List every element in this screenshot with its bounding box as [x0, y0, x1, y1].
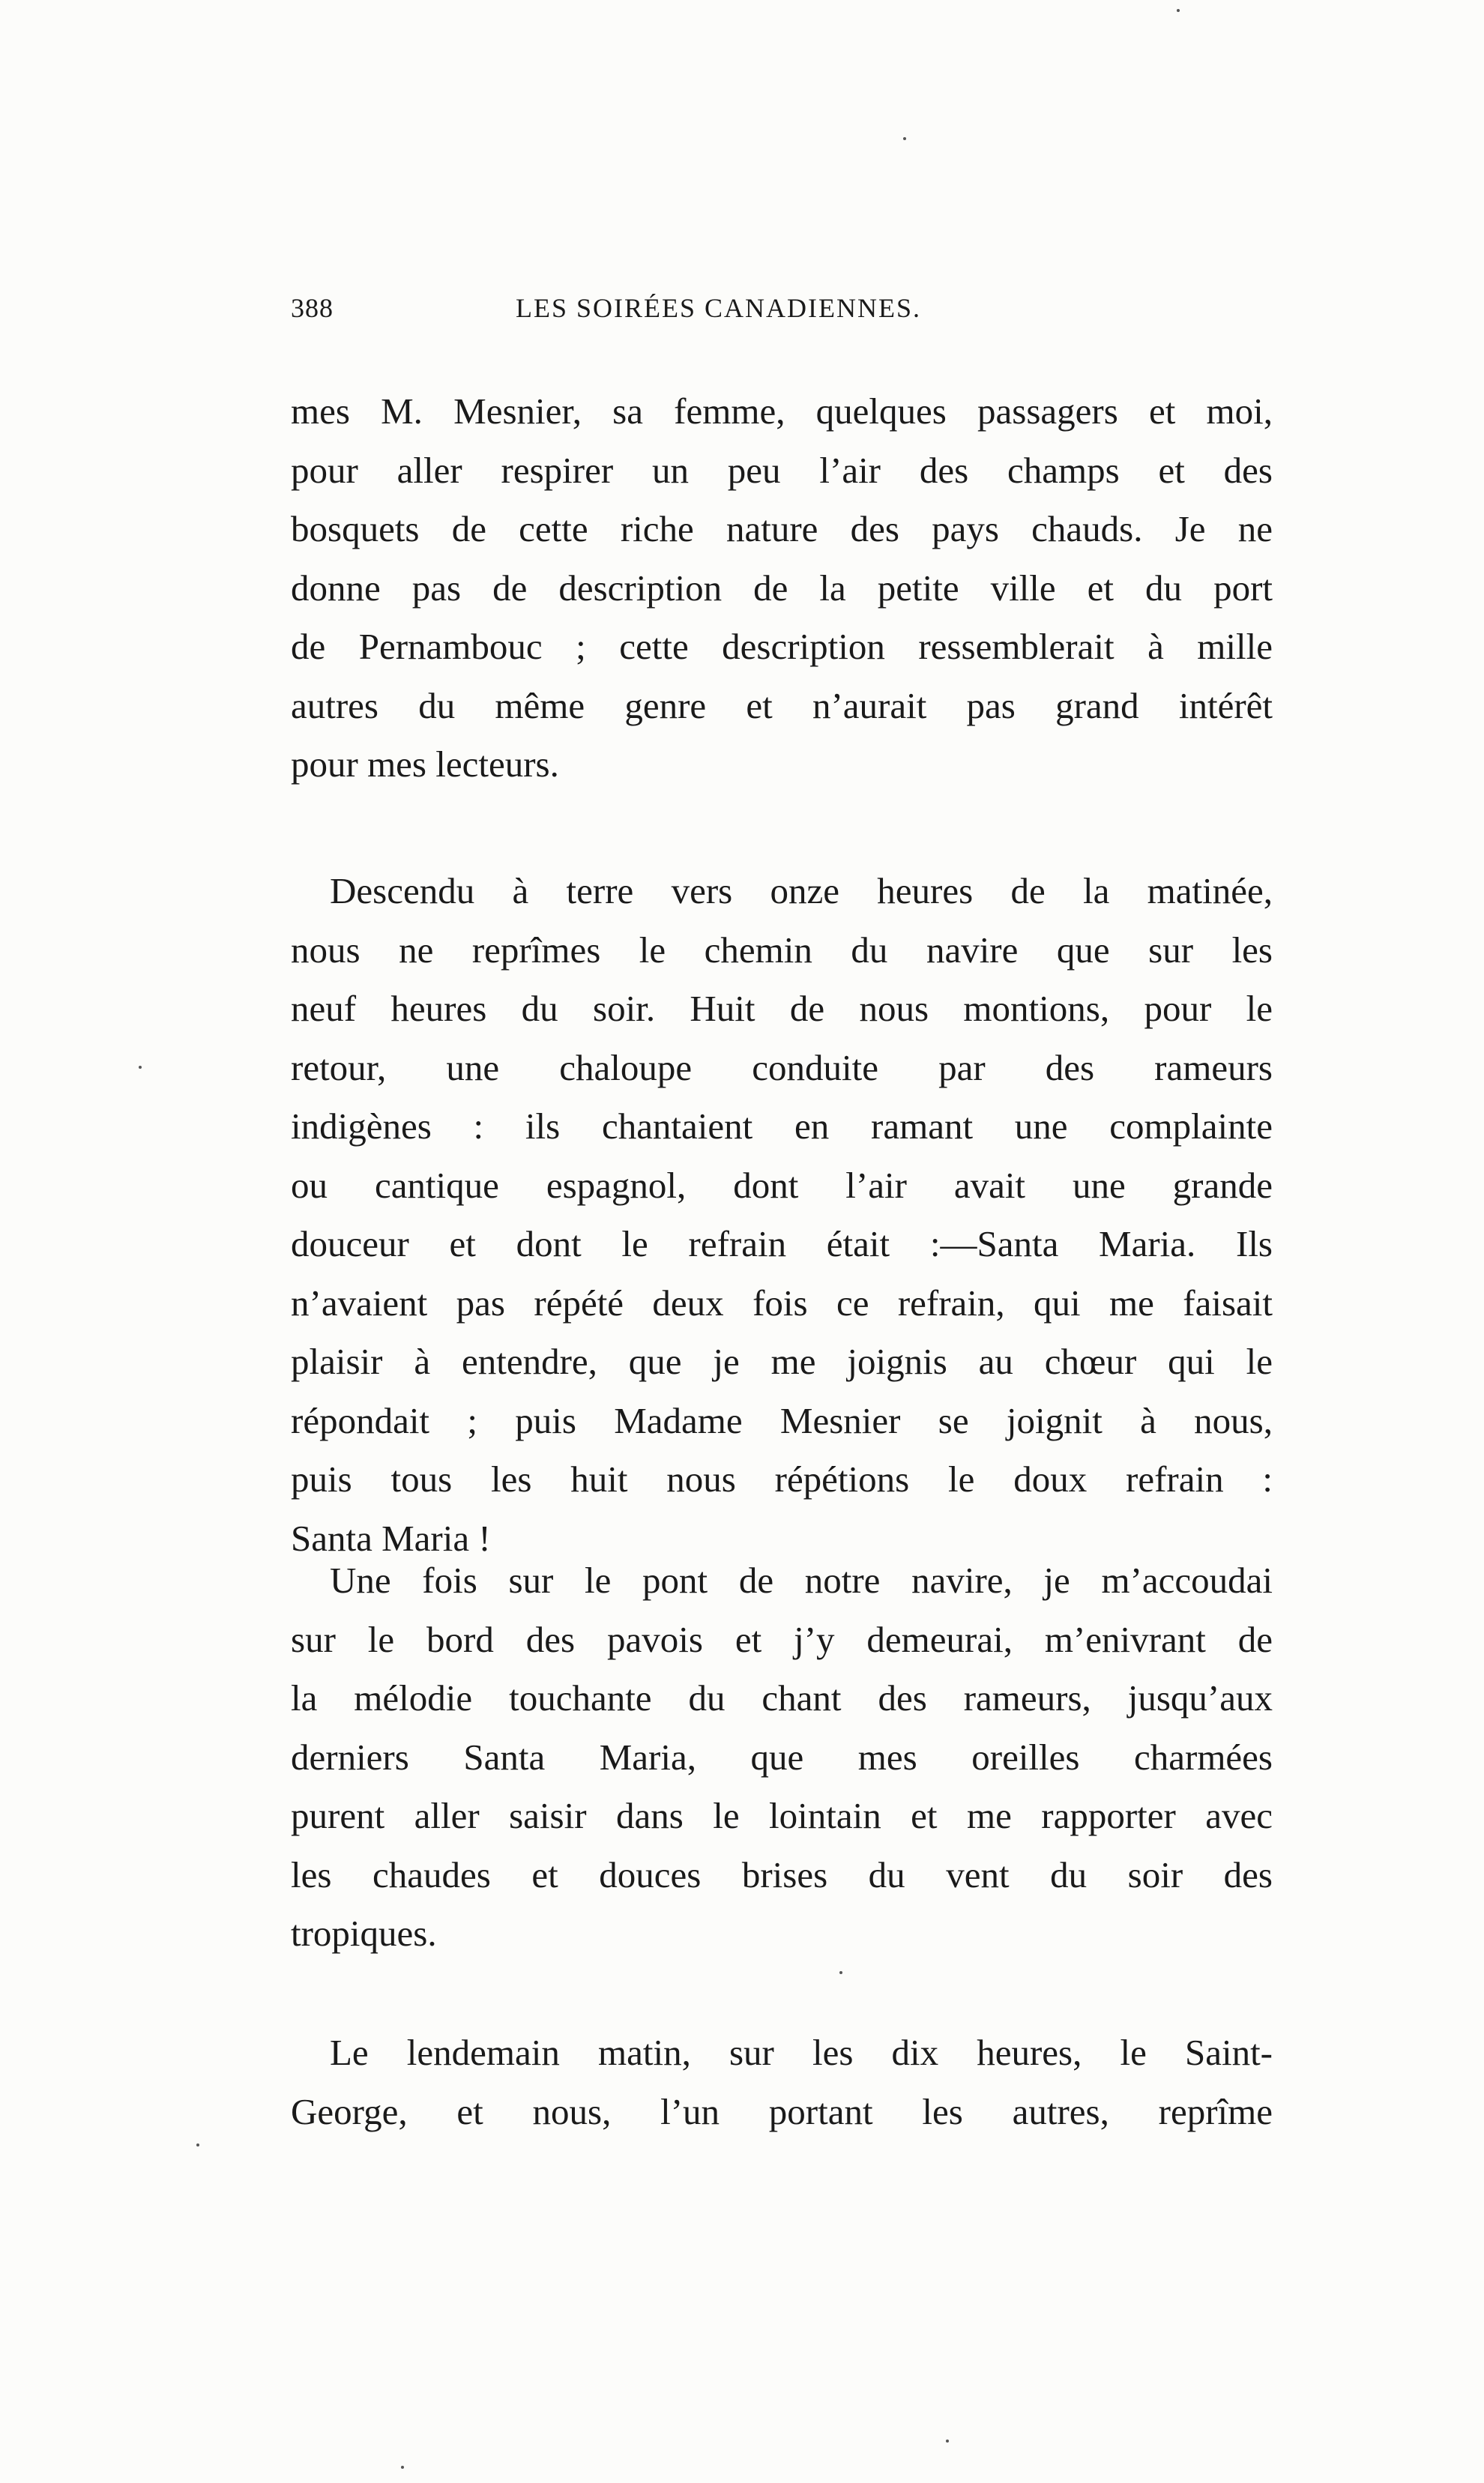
text-line: sur le bord des pavois et j’y demeurai, m’enivrant de: [291, 1618, 1273, 1660]
text-line: neuf heures du soir. Huit de nous montions, pour le: [291, 988, 1273, 1029]
text-line: donne pas de description de la petite ville et du port: [291, 567, 1273, 609]
text-line: Santa Maria !: [291, 1517, 491, 1559]
text-line: purent aller saisir dans le lointain et me rapporter avec: [291, 1795, 1273, 1836]
paragraph-1: [291, 382, 1273, 794]
text-line: puis tous les huit nous répétions le doux refrain :: [291, 1458, 1273, 1500]
text-line: nous ne reprîmes le chemin du navire que sur les: [291, 929, 1273, 971]
scan-speck: [839, 1971, 842, 1974]
text-line: Le lendemain matin, sur les dix heures, le Saint-: [330, 2032, 1273, 2073]
text-line: pour mes lecteurs.: [291, 743, 559, 785]
running-title: LES SOIRÉES CANADIENNES.: [516, 293, 922, 323]
paragraph-4: [291, 2024, 1273, 2141]
text-line: la mélodie touchante du chant des rameurs, jusqu’aux: [291, 1677, 1273, 1719]
text-line: ou cantique espagnol, dont l’air avait une grande: [291, 1164, 1273, 1206]
text-line: George, et nous, l’un portant les autres, reprîme: [291, 2090, 1273, 2132]
text-line: douceur et dont le refrain était :—Santa Maria. Ils: [291, 1223, 1273, 1264]
paragraph-3: [291, 1551, 1273, 1964]
scan-speck: [1177, 9, 1180, 12]
text-line: plaisir à entendre, que je me joignis au chœur qui le: [291, 1341, 1273, 1382]
text-line: Descendu à terre vers onze heures de la matinée,: [330, 870, 1273, 911]
text-line: répondait ; puis Madame Mesnier se joignit à nous,: [291, 1399, 1273, 1441]
text-line: mes M. Mesnier, sa femme, quelques passagers et moi,: [291, 390, 1273, 432]
page-header: [291, 292, 1273, 337]
paragraph-2: [291, 862, 1273, 1568]
scan-speck: [903, 137, 906, 140]
text-line: pour aller respirer un peu l’air des champs et des: [291, 449, 1273, 491]
scan-speck: [946, 2440, 949, 2443]
scan-speck: [196, 2143, 199, 2146]
text-line: autres du même genre et n’aurait pas grand intérêt: [291, 684, 1273, 726]
scan-speck: [139, 1066, 142, 1069]
text-line: les chaudes et douces brises du vent du soir des: [291, 1853, 1273, 1895]
text-line: de Pernambouc ; cette description ressemblerait à mille: [291, 626, 1273, 667]
text-line: derniers Santa Maria, que mes oreilles charmées: [291, 1736, 1273, 1778]
text-line: retour, une chaloupe conduite par des rameurs: [291, 1046, 1273, 1088]
text-line: bosquets de cette riche nature des pays chauds. Je ne: [291, 508, 1273, 549]
text-line: n’avaient pas répété deux fois ce refrain, qui me faisait: [291, 1282, 1273, 1324]
page-number: 388: [291, 293, 334, 323]
text-line: Une fois sur le pont de notre navire, je m’accoudai: [330, 1560, 1273, 1601]
scan-speck: [401, 2466, 404, 2469]
text-line: indigènes : ils chantaient en ramant une complainte: [291, 1105, 1273, 1147]
text-line: tropiques.: [291, 1913, 437, 1954]
